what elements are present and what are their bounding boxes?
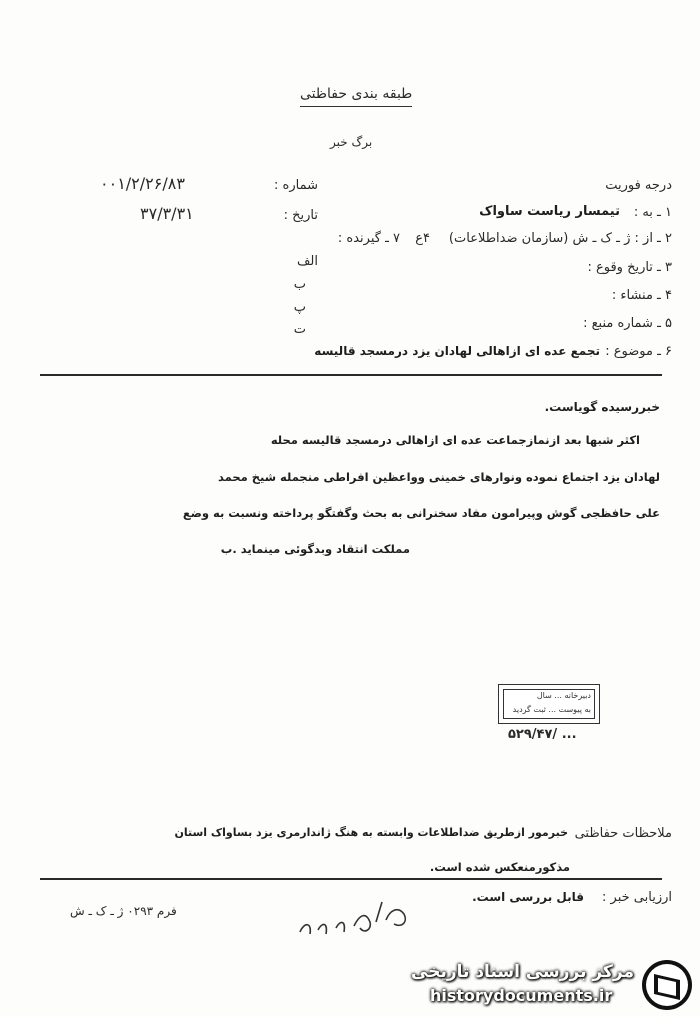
stamp-line-2: به پیوست ... ثبت گردید xyxy=(512,705,591,714)
handwritten-signature xyxy=(290,892,420,942)
remarks-line-1: خبرمور ازطریق ضداطلاعات وابسته به هنگ ژاندارمری یزد بساواک استان xyxy=(174,826,568,839)
body-line-3: علی حافظجی گوش وپیرامون مفاد سخنرانی به بحث وگفتگو پرداخته ونسبت به وضع xyxy=(182,506,660,520)
date-value: ۳۷/۳/۳۱ xyxy=(140,204,194,223)
list-mark-pe: پ xyxy=(293,300,306,315)
body-line-1: اکثر شبها بعد ازنمازجماعت عده ای ازاهالی درمسجد قالیسه محله xyxy=(270,433,640,447)
origin-label: ۴ ـ منشاء : xyxy=(611,288,672,303)
receiver-label: ۷ ـ گیرنده : xyxy=(337,231,400,246)
footer-url: historydocuments.ir xyxy=(430,986,613,1005)
number-value: ۰۰۱/۲/۲۶/۸۳ xyxy=(100,174,185,193)
date-label: تاریخ : xyxy=(283,208,318,223)
form-code: فرم ۰۲۹۳ ژ ـ ک ـ ش xyxy=(70,904,177,918)
list-mark-alef: الف xyxy=(296,254,318,269)
subject-value: تجمع عده ای ازاهالی لهادان یزد درمسجد قالیسه xyxy=(314,344,600,358)
stamp-line-1: دبیرخانه ... سال xyxy=(536,691,591,700)
archive-logo-icon xyxy=(640,958,694,1012)
remarks-line-2: مذکورمنعکس شده است. xyxy=(429,860,570,874)
source-number-label: ۵ ـ شماره منبع : xyxy=(583,316,672,331)
body-line-2: لهادان یزد اجتماع نموده ونوارهای خمینی وواعظین افراطی منجمله شیخ محمد xyxy=(217,470,660,484)
to-field-label: ۱ ـ به : xyxy=(633,205,672,220)
classification-heading: طبقه بندی حفاظتی xyxy=(300,86,412,107)
subject-label: ۶ ـ موضوع : xyxy=(605,344,672,359)
to-field-value: تیمسار ریاست ساواک xyxy=(479,204,620,219)
body-intro: خبررسیده گویاست. xyxy=(544,400,660,414)
remarks-label: ملاحظات حفاظتی xyxy=(574,826,672,841)
form-title: برگ خبر xyxy=(330,135,373,149)
stamp-number: ۵۲۹/۴۷/ ... xyxy=(508,727,577,742)
registry-stamp xyxy=(498,684,600,724)
from-code: ۴ع xyxy=(415,231,430,246)
occurrence-date-label: ۳ ـ تاریخ وقوع : xyxy=(587,260,672,275)
list-mark-be: ب xyxy=(293,277,306,292)
body-line-4: مملکت انتقاد وبدگوئی مینماید .ب xyxy=(220,542,410,556)
urgency-label: درجه فوریت xyxy=(605,178,672,193)
list-mark-te: ت xyxy=(293,322,306,337)
from-field: ۲ ـ از : ژ ـ ک ـ ش (سازمان ضداطلاعات) xyxy=(448,231,672,246)
evaluation-value: قابل بررسی است. xyxy=(472,890,584,904)
footer-org-name: مرکز بررسی اسناد تاریخی xyxy=(411,962,634,982)
divider-top xyxy=(40,374,662,376)
evaluation-label: ارزیابی خبر : xyxy=(602,890,672,905)
divider-bottom xyxy=(40,878,662,880)
number-label: شماره : xyxy=(274,178,318,193)
